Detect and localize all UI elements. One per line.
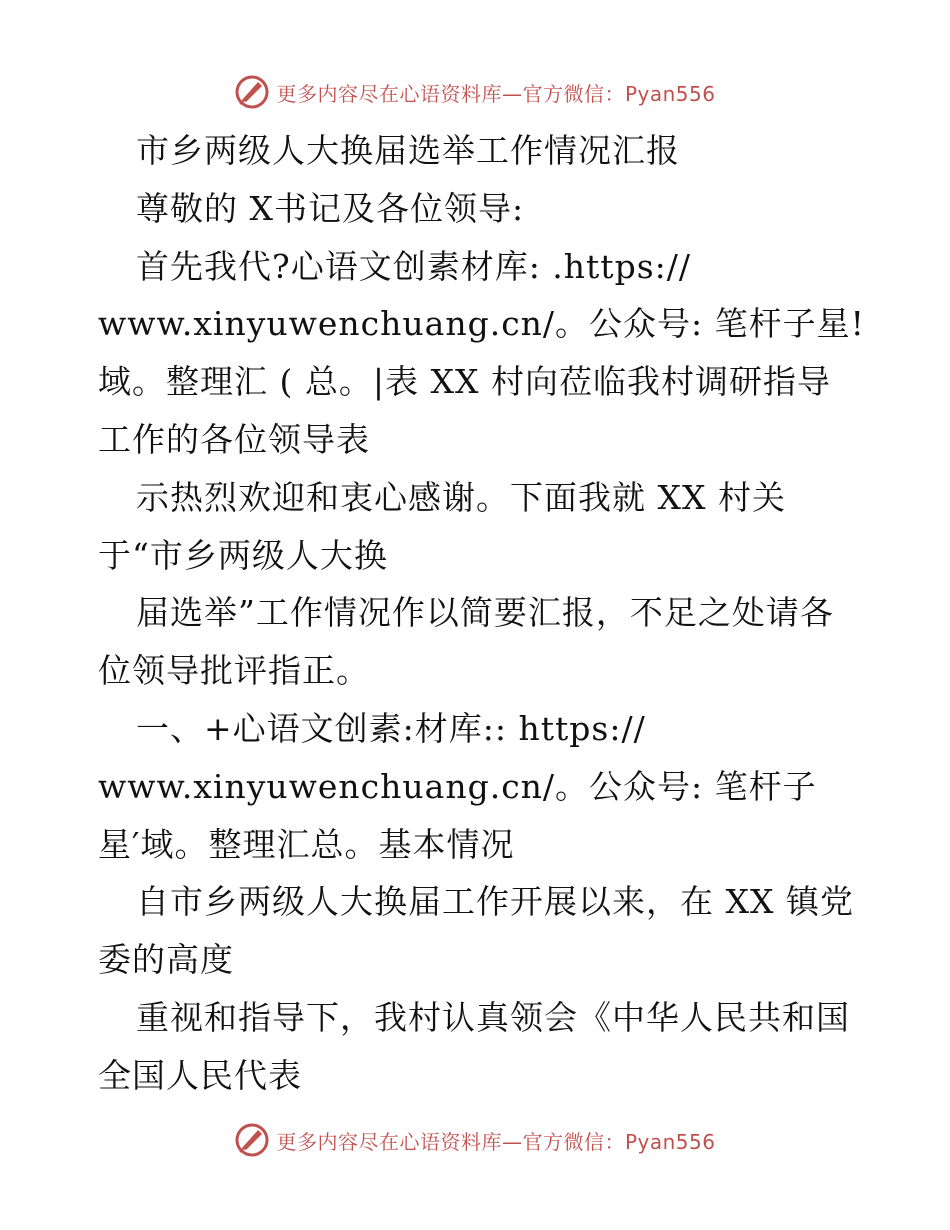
section-heading-line: 一、+心语文创素:材库:: https:// [136, 708, 646, 748]
section-heading-line: 星′域。整理汇总。基本情况 [98, 824, 515, 864]
header-banner-text: 更多内容尽在心语资料库—官方微信：Pyan556 [276, 81, 716, 106]
footer-banner [0, 1118, 950, 1162]
quill-pen-logo-icon [234, 1122, 270, 1158]
paragraph-line: 届选举”工作情况作以简要汇报，不足之处请各 [136, 593, 834, 633]
paragraph-line: 示热烈欢迎和衷心感谢。下面我就 XX 村关 [136, 477, 786, 517]
paragraph-line: 于“市乡两级人大换 [98, 535, 388, 575]
section-heading-line: www.xinyuwenchuang.cn/。公众号: 笔杆子 [98, 766, 817, 806]
paragraph-line: 工作的各位领导表 [98, 419, 370, 459]
header-banner [0, 70, 950, 114]
salutation: 尊敬的 X书记及各位领导: [136, 188, 525, 228]
quill-pen-logo-icon [234, 74, 270, 110]
paragraph-line: 域。整理汇 ( 总。|表 XX 村向莅临我村调研指导 [98, 362, 831, 402]
paragraph-line: www.xinyuwenchuang.cn/。公众号: 笔杆子星! [98, 304, 865, 344]
paragraph-line: 位领导批评指正。 [98, 651, 370, 691]
paragraph-line: 全国人民代表 [98, 1055, 302, 1095]
paragraph-line: 委的高度 [98, 940, 234, 980]
paragraph-line: 首先我代?心语文创素材库: .https:// [136, 246, 691, 286]
paragraph-line: 重视和指导下，我村认真领会《中华人民共和国 [136, 997, 850, 1037]
footer-banner-text: 更多内容尽在心语资料库—官方微信：Pyan556 [276, 1129, 716, 1154]
document-title: 市乡两级人大换届选举工作情况汇报 [136, 131, 680, 170]
document-body [98, 122, 865, 1105]
paragraph-line: 自市乡两级人大换届工作开展以来，在 XX 镇党 [136, 882, 854, 922]
